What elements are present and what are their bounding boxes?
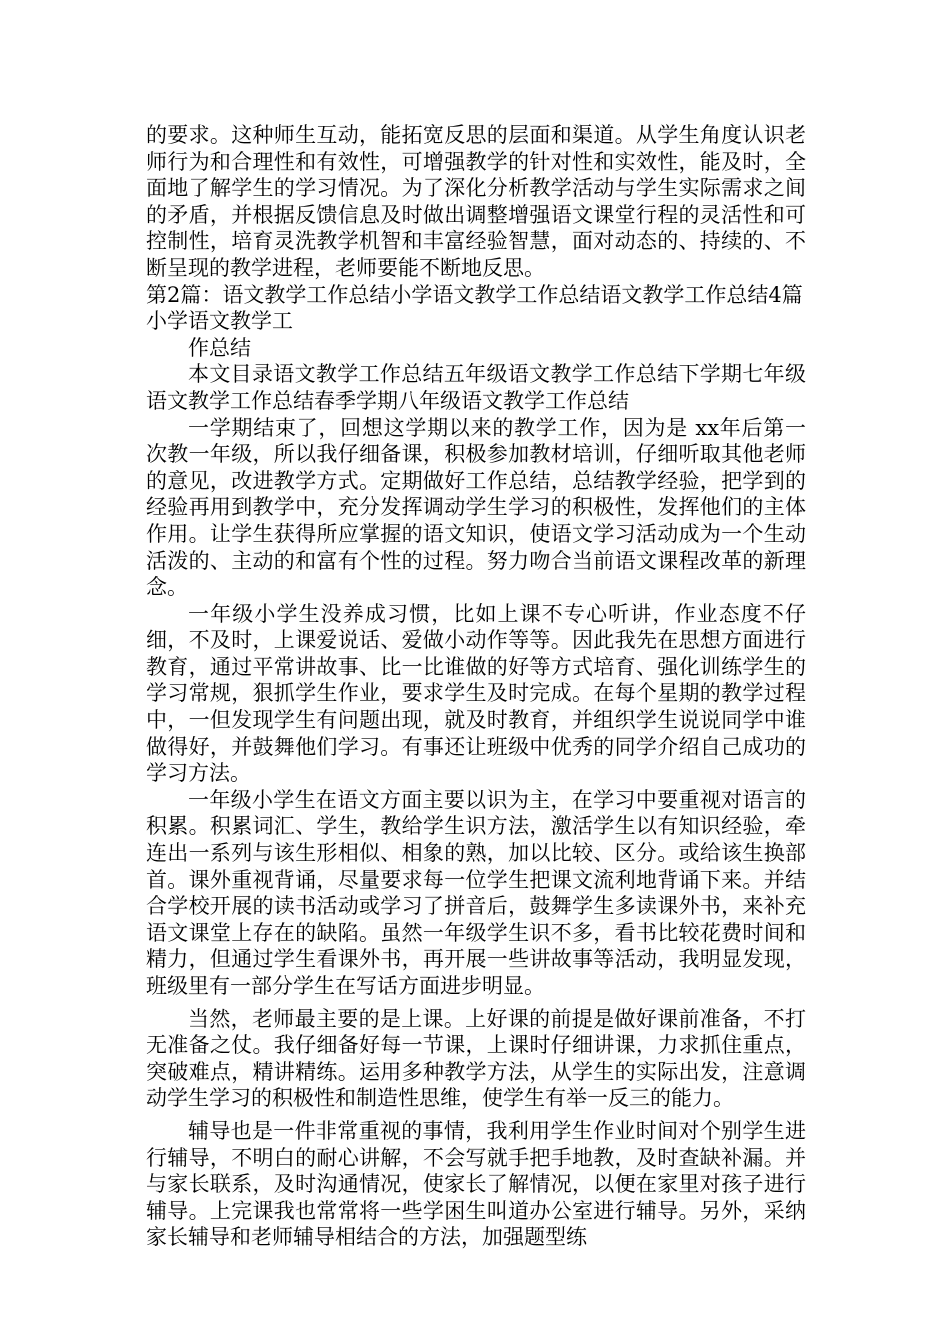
document-body [146, 122, 806, 1251]
paragraph-habits: 一年级小学生没养成习惯，比如上课不专心听讲，作业态度不仔细，不及时，上课爱说话、爱做小动作等等。因此我先在思想方面进行教育，通过平常讲故事、比一比谁做的好等方式培育、强化训练学生的学习常规，狠抓学生作业，要求学生及时完成。在每个星期的教学过程中，一但发现学生有问题出现，就及时教育，并组织学生说说同学中谁做得好，并鼓舞他们学习。有事还让班级中优秀的同学介绍自己成功的学习方法。 [146, 601, 806, 786]
section-heading-tail: 作总结 [188, 335, 251, 360]
section-heading: 第2篇：语文教学工作总结小学语文教学工作总结语文教学工作总结4篇小学语文教学工 [146, 282, 803, 334]
paragraph-lessons: 当然，老师最主要的是上课。上好课的前提是做好课前准备，不打无准备之仗。我仔细备好每一节课，上课时仔细讲课，力求抓住重点，突破难点，精讲精练。运用多种教学方法，从学生的实际出发，注意调动学生学习的积极性和制造性思维，使学生有举一反三的能力。 [146, 1006, 806, 1111]
paragraph-literacy: 一年级小学生在语文方面主要以识为主，在学习中要重视对语言的积累。积累词汇、学生，教给学生识方法，激活学生以有知识经验，牵连出一系列与该生形相似、相象的熟，加以比较、区分。或给该生换部首。课外重视背诵，尽量要求每一位学生把课文流利地背诵下来。并结合学校开展的读书活动或学习了拼音后，鼓舞学生多读课外书，来补充语文课堂上存在的缺陷。虽然一年级学生识不多，看书比较花费时间和精力，但通过学生看课外书，再开展一些讲故事等活动，我明显发现，班级里有一部分学生在写话方面进步明显。 [146, 787, 806, 998]
table-of-contents: 本文目录语文教学工作总结五年级语文教学工作总结下学期七年级语文教学工作总结春季学期八年级语文教学工作总结 [146, 362, 806, 413]
paragraph-continuation: 的要求。这种师生互动，能拓宽反思的层面和渠道。从学生角度认识老师行为和合理性和有效性，可增强教学的针对性和实效性，能及时，全面地了解学生的学习情况。为了深化分析教学活动与学生实际需求之间的矛盾，并根据反馈信息及时做出调整增强语文课堂行程的灵活性和可控制性，培育灵洗教学机智和丰富经验智慧，面对动态的、持续的、不断呈现的教学进程，老师要能不断地反思。 [146, 123, 806, 280]
paragraph-tutoring: 辅导也是一件非常重视的事情，我利用学生作业时间对个别学生进行辅导，不明白的耐心讲解，不会写就手把手地教，及时查缺补漏。并与家长联系，及时沟通情况，使家长了解情况，以便在家里对孩子进行辅导。上完课我也常常将一些学困生叫道办公室进行辅导。另外，采纳家长辅导和老师辅导相结合的方法，加强题型练 [146, 1118, 806, 1250]
paragraph-intro: 一学期结束了，回想这学期以来的教学工作，因为是 xx年后第一次教一年级，所以我仔细备课，积极参加教材培训，仔细听取其他老师的意见，改进教学方式。定期做好工作总结，总结教学经验，把学到的经验再用到教学中，充分发挥调动学生学习的积极性，发挥他们的主体作用。让学生获得所应掌握的语文知识，使语文学习活动成为一个生动活泼的、主动的和富有个性的过程。努力吻合当前语文课程改革的新理念。 [146, 415, 806, 600]
